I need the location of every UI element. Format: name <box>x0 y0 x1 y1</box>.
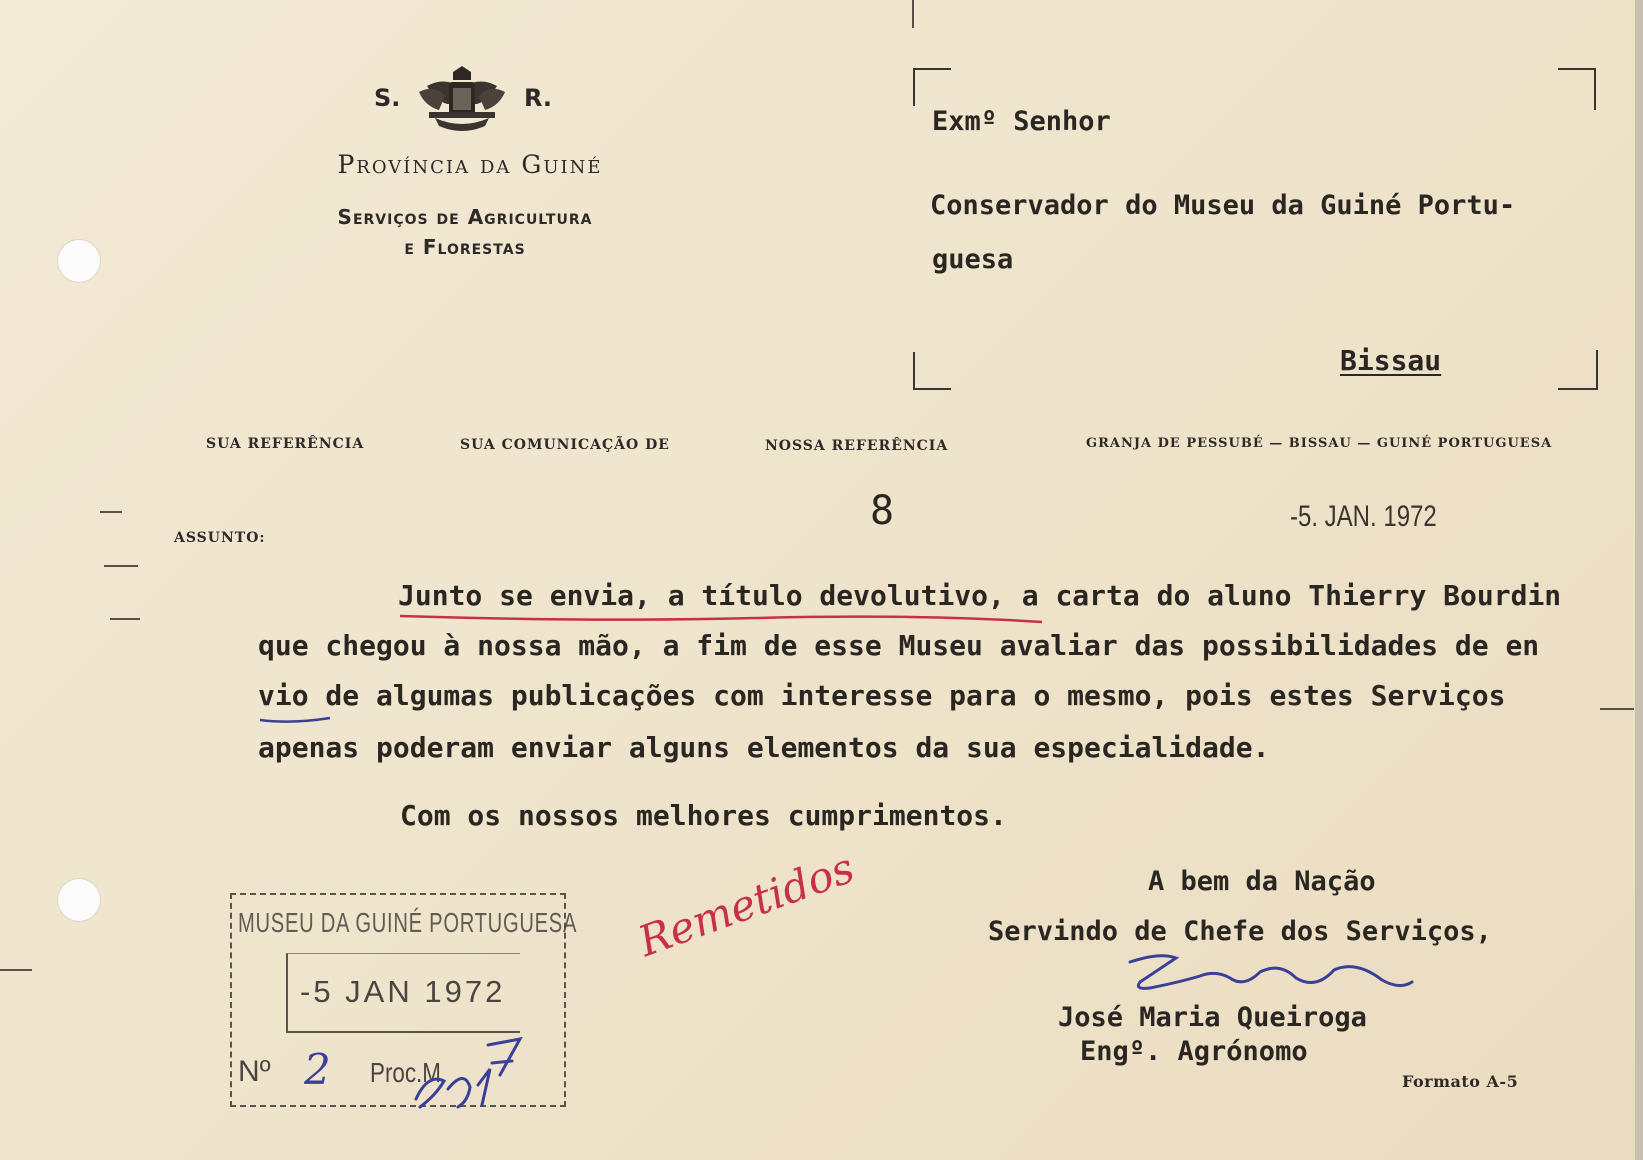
recipient-salutation: Exmº Senhor <box>932 106 1111 137</box>
signature-line-1: A bem da Nação <box>1148 866 1376 897</box>
address-corner-bl <box>913 352 951 390</box>
body-line-1: Junto se envia, a título devolutivo, a carta do aluno Thierry Bourdin <box>398 579 1562 612</box>
label-nossa-referencia: NOSSA REFERÊNCIA <box>765 438 949 454</box>
letterhead-initial-right: R. <box>524 84 553 112</box>
format-label: Formato A-5 <box>1402 1072 1519 1091</box>
stamp-header: MUSEU DA GUINÉ PORTUGUESA <box>238 907 578 938</box>
signature-line-2: Servindo de Chefe dos Serviços, <box>988 916 1492 947</box>
page-edge <box>1635 0 1643 1160</box>
recipient-line2: guesa <box>932 244 1014 275</box>
stamp-proc-label: Proc.M <box>370 1057 441 1088</box>
letterhead-initial-left: S. <box>374 84 401 112</box>
label-sua-comunicacao: SUA COMUNICAÇÃO DE <box>460 437 670 453</box>
service-name-line2: e Florestas <box>404 235 526 259</box>
recipient-city: Bissau <box>1340 344 1442 377</box>
annotation-text: Remetidos <box>632 842 861 967</box>
margin-mark <box>100 511 122 513</box>
date-stamp: -5. JAN. 1972 <box>1290 500 1437 533</box>
label-location: GRANJA DE PESSUBÉ — BISSAU — GUINÉ PORTUGUESA <box>1086 436 1553 451</box>
label-assunto: ASSUNTO: <box>174 530 266 546</box>
red-underline <box>396 608 1046 628</box>
label-sua-referencia: SUA REFERÊNCIA <box>206 436 365 452</box>
blue-underline <box>256 714 336 726</box>
address-corner-tl <box>913 68 951 106</box>
margin-mark <box>104 565 138 567</box>
address-corner-br <box>1558 350 1598 390</box>
fold-mark <box>912 0 914 28</box>
service-name-line1: Serviços de Agricultura <box>337 205 593 229</box>
province-name: Província da Guiné <box>337 150 603 179</box>
address-corner-tr <box>1558 68 1596 110</box>
handwritten-annotation <box>632 843 860 966</box>
museum-stamp <box>230 893 578 1107</box>
signatory-name: José Maria Queiroga <box>1058 1002 1367 1033</box>
stamp-handwritten-number <box>408 1029 538 1111</box>
margin-mark <box>110 618 140 620</box>
stamp-date: -5 JAN 1972 <box>300 974 506 1009</box>
margin-mark <box>0 969 32 971</box>
body-line-4: apenas poderam enviar alguns elementos da sua especialidade. <box>258 731 1270 764</box>
signatory-title: Engº. Agrónomo <box>1080 1036 1308 1067</box>
body-line-2: que chegou à nossa mão, a fim de esse Museu avaliar das possibilidades de en <box>258 629 1540 662</box>
body-line-3: vio de algumas publicações com interesse para o mesmo, pois estes Serviços <box>258 679 1506 712</box>
margin-mark <box>1600 708 1634 710</box>
punch-hole-top <box>57 239 101 283</box>
recipient-line1: Conservador do Museu da Guiné Portu- <box>930 190 1516 221</box>
punch-hole-bottom <box>57 878 101 922</box>
coat-of-arms-icon <box>415 66 509 138</box>
stamp-number-value: 2 <box>304 1045 331 1094</box>
stamp-date-box <box>286 953 520 1033</box>
stamp-number-label: Nº <box>238 1055 271 1088</box>
reference-number: 8 <box>870 488 895 534</box>
closing-line: Com os nossos melhores cumprimentos. <box>400 799 1007 832</box>
